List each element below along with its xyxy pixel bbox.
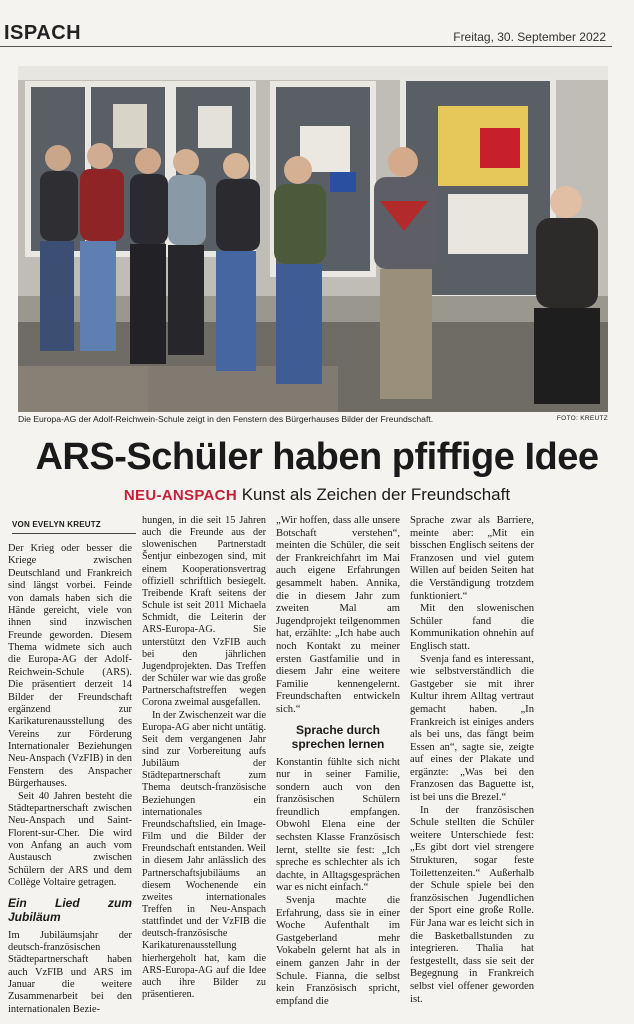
paragraph: In der Zwischenzeit war die Europa-AG aber nicht untätig. Seit dem vergangenen Jahr sind zur Vorbereitung aufs Jubiläum der Städtepartnerschaft zum Thema deutsch-französische Beziehungen ein internationales Freundschaftslied, ein Image-Film und die Bilder der Freundschaft entstanden. Weil in diesem Jahr anlässlich des Partnerschaftsjubiläums an diesem Wochenende ein zweites internationales Treffen in Neu-Anspach stattfindet und der VzFIB die deutsch-französische Karikaturenausstellung hierhergeholt hat, kam die ARS-Europa-AG auf die Idee auch ihre Bilder zu präsentieren.: [142, 709, 266, 1001]
masthead-rule: [0, 46, 612, 47]
headline: ARS-Schüler haben pfiffige Idee: [35, 436, 599, 478]
paragraph: Svenja machte die Erfahrung, dass sie in einer Woche Aufenthalt im Gastgeberland mehr Vokabeln gelernt hat als in einem ganzen Jahr in der Schule. Fianna, die selbst kein Französisch spricht, empfand die: [276, 895, 400, 1007]
article-column-2: [142, 515, 266, 1001]
paragraph: Mit den slowenischen Schüler fand die Kommunikation ohnehin auf Englisch statt.: [410, 603, 534, 652]
issue-date: Freitag, 30. September 2022: [453, 30, 606, 44]
subheading: Ein Lied zum Jubiläum: [8, 895, 132, 924]
article-column-1: [8, 543, 132, 1016]
photo-credit: FOTO: KREUTZ: [556, 415, 608, 422]
subheadline: [0, 485, 634, 505]
paragraph: In der französischen Schule stellten die Schüler weitere Unterschiede fest: „Es gibt dort viel strengere Strukturen, sogar feste Toilettenzeiten.“ Außerhalb der Schule spiele bei den französischen Jugendlichen der Sport eine große Rolle. Für Jana war es leicht sich in die Basketballstunden zu integrieren. Thalia hat festgestellt, dass sie seit der Begegnung in Frankreich selbst viel offener geworden ist.: [410, 804, 534, 1005]
dateline-location: NEU-ANSPACH: [123, 487, 237, 504]
paragraph: Svenja fand es interessant, wie selbstverständlich die Gastgeber sie mit ihrer Kultur ihrem Alltag vertraut gemacht haben. „In Frankreich ist einiges anders als bei uns, das fängt beim Essen an“, sagte sie, zeigte auf eines der Plakate und ergänzte: „Was bei den Franzosen das Baguette ist, ist bei uns die Brezel.“: [410, 653, 534, 804]
subheadline-title: Kunst als Zeichen der Freundschaft: [241, 485, 511, 504]
paragraph: hungen, in die seit 15 Jahren auch die Freunde aus der slowenischen Partnerstadt Šentjur einbezogen sind, mit einem Kooperationsvertrag offiziell schriftlich besiegelt. Treibende Kraft seitens der Schule ist seit 2011 Michaela Schmidt, die Leiterin der ARS-Europa-AG. Sie unterstützt den VzFIB auch bei den jährlichen Jugendprojekten. Das Treffen der Schüler war wie das große Partnerschaftstreffen wegen Corona zweimal ausgefallen.: [142, 515, 266, 709]
paragraph: Im Jubiläumsjahr der deutsch-französischen Städtepartnerschaft haben auch VzFIB und ARS im Januar die weitere Zusammenarbeit bei den internationalen Bezie-: [8, 929, 132, 1015]
byline-rule: [12, 533, 136, 534]
article-column-4: [410, 515, 534, 1006]
article-photo: [18, 66, 608, 412]
paragraph: Konstantin fühlte sich nicht nur in seiner Familie, sondern auch von den französischen Schülern freundlich empfangen. Obwohl Elena eine der sechsten Klasse Französisch lernt, stellte sie fest: „Ich spreche es schlechter als ich dachte, in Alltagsgesprächen war es nicht einfach.“: [276, 756, 400, 894]
caption-text: Die Europa-AG der Adolf-Reichwein-Schule zeigt in den Fenstern des Bürgerhauses Bilder der Freundschaft.: [18, 414, 434, 424]
masthead: [0, 0, 634, 46]
paragraph: Seit 40 Jahren besteht die Städtepartnerschaft zwischen Neu-Anspach und Saint-Florent-sur-Cher. Die wird von Anfang an auch vom Austausch zwischen Schülern der ARS und dem Collège Voltaire getragen.: [8, 790, 132, 889]
paragraph: „Wir hoffen, dass alle unsere Botschaft verstehen“, meinten die Schüler, die seit der Frankreichfahrt im Mai auch eigene Erfahrungen gesammelt haben. Annika, die in diesem Jahr zum zweiten Mal am Jugendprojekt teilgenommen hat, erzählte: „Ich habe auch noch Kontakt zu meiner ersten Gastfamilie und in diesem Jahr eine weitere Familie kennengelernt. Freundschaften entwickeln sich.“: [276, 515, 400, 715]
byline: VON EVELYN KREUTZ: [12, 520, 101, 529]
subheading: Sprache durch sprechen lernen: [291, 722, 385, 751]
paragraph: Sprache zwar als Barriere, meinte aber: „Mit ein bisschen Englisch seitens der Franzosen und viel gutem Willen auf beiden Seiten hat die Verständigung trotzdem funktioniert.“: [410, 515, 534, 602]
paragraph: Der Krieg oder besser die Kriege zwischen Deutschland und Frankreich sind längst vorbei. Feinde von damals haben sich die Hände gereicht, viele von ihnen sind inzwischen Freunde geworden. Diesem Thema widmete sich auch die Europa-AG der Adolf-Reichwein-Schule (ARS). Die präsentiert derzeit 14 Bilder der Freundschaft ergänzend zur Karikaturenausstellung des Vereins zur Förderung Internationaler Beziehungen Neu-Anspach (VzFIB) in den Fenstern des Anspacher Bürgerhauses.: [8, 543, 132, 790]
article-column-3: [276, 515, 400, 1008]
photo-caption: [18, 414, 608, 424]
section-name: ISPACH: [4, 22, 82, 44]
